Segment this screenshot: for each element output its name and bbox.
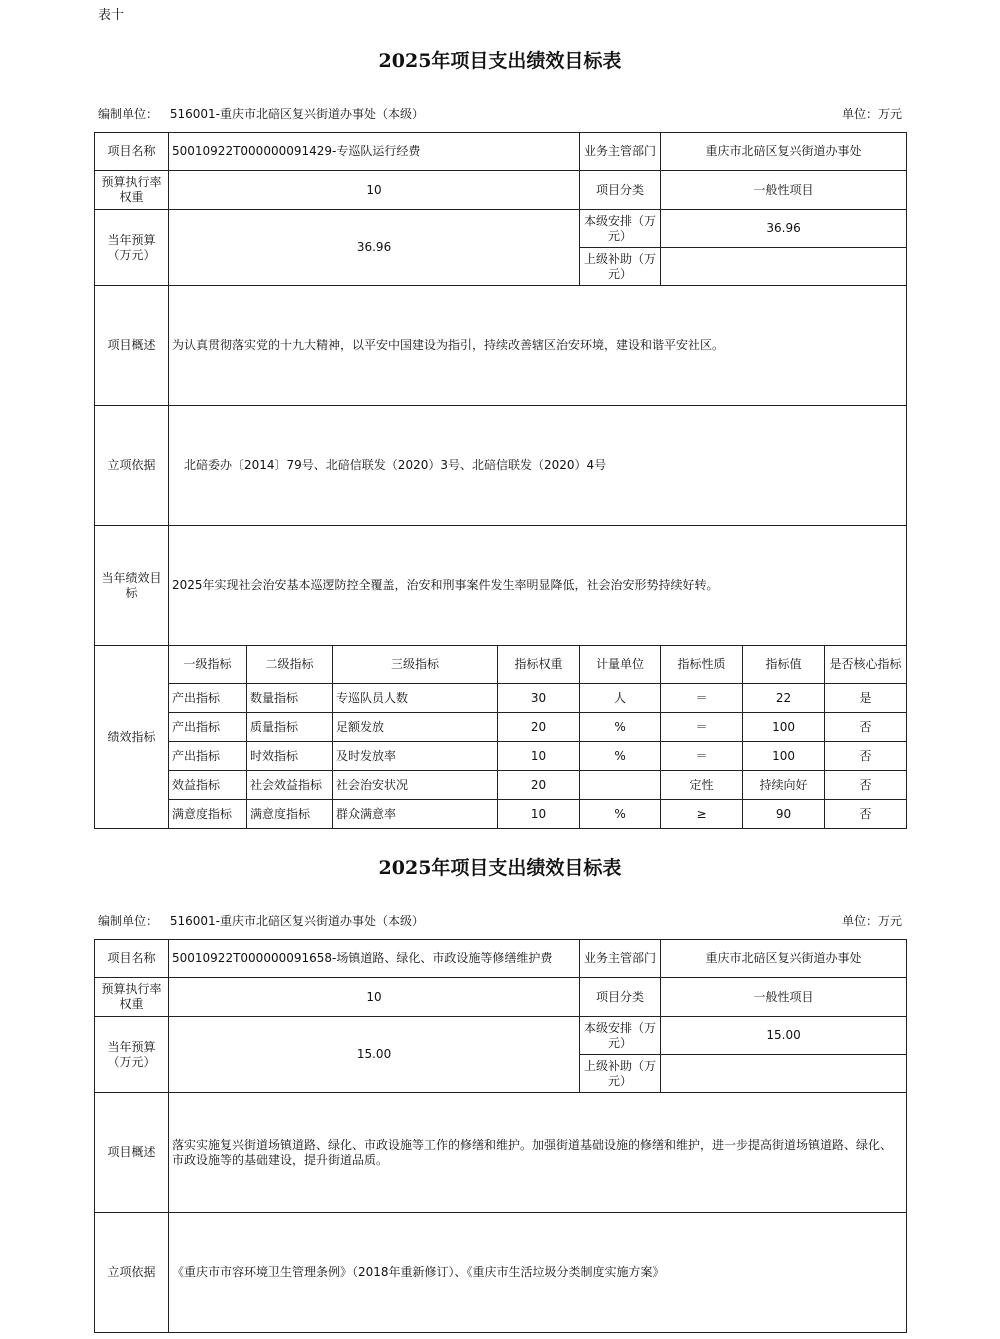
dept-value: 重庆市北碚区复兴街道办事处 — [661, 940, 907, 978]
basis-label: 立项依据 — [95, 406, 169, 526]
table-row — [95, 713, 907, 742]
upper-label: 上级补助（万元） — [580, 1055, 661, 1093]
category-value: 一般性项目 — [661, 978, 907, 1017]
indicator-cell: 产出指标 — [169, 684, 247, 713]
category-label: 项目分类 — [580, 171, 661, 210]
performance-form-1 — [94, 132, 907, 829]
indicator-header: 是否核心指标 — [825, 646, 907, 684]
category-value: 一般性项目 — [661, 171, 907, 210]
exec-weight-value: 10 — [169, 978, 580, 1017]
indicator-cell: 90 — [743, 800, 825, 829]
indicator-header: 指标权重 — [498, 646, 580, 684]
indicator-cell: 时效指标 — [247, 742, 333, 771]
indicator-label: 绩效指标 — [95, 646, 169, 829]
indicator-cell: 社会效益指标 — [247, 771, 333, 800]
indicator-cell: % — [580, 713, 661, 742]
goal-value: 2025年实现社会治安基本巡逻防控全覆盖，治安和刑事案件发生率明显降低，社会治安形势持续好转。 — [169, 526, 907, 646]
indicator-cell: 定性 — [661, 771, 743, 800]
upper-value — [661, 248, 907, 286]
indicator-header: 指标值 — [743, 646, 825, 684]
indicator-cell: 满意度指标 — [247, 800, 333, 829]
dept-label: 业务主管部门 — [580, 133, 661, 171]
indicator-header: 三级指标 — [333, 646, 498, 684]
indicator-header: 二级指标 — [247, 646, 333, 684]
indicator-cell: 社会治安状况 — [333, 771, 498, 800]
exec-weight-value: 10 — [169, 171, 580, 210]
form-title: 2025年项目支出绩效目标表 — [378, 857, 622, 879]
unit-label-text: 编制单位： — [98, 107, 159, 121]
indicator-header: 指标性质 — [661, 646, 743, 684]
indicator-cell: ＝ — [661, 684, 743, 713]
indicator-cell: 20 — [498, 771, 580, 800]
overview-value: 落实实施复兴街道场镇道路、绿化、市政设施等工作的修缮和维护。加强街道基础设施的修缮和维护，进一步提高街道场镇道路、绿化、市政设施等的基础建设，提升街道品质。 — [169, 1093, 907, 1213]
indicator-cell: 否 — [825, 713, 907, 742]
budget-value: 36.96 — [169, 210, 580, 286]
goal-label: 当年绩效目标 — [95, 526, 169, 646]
indicator-cell: 及时发放率 — [333, 742, 498, 771]
basis-value: 北碚委办〔2014〕79号、北碚信联发（2020）3号、北碚信联发（2020）4号 — [169, 406, 907, 526]
project-name-value: 50010922T000000091658-场镇道路、绿化、市政设施等修缮维护费 — [169, 940, 580, 978]
table-row — [95, 742, 907, 771]
indicator-cell: 人 — [580, 684, 661, 713]
unit-label-text: 编制单位： — [98, 914, 159, 928]
upper-value — [661, 1055, 907, 1093]
indicator-cell: 数量指标 — [247, 684, 333, 713]
exec-weight-label: 预算执行率权重 — [95, 171, 169, 210]
budget-label: 当年预算（万元） — [95, 1017, 169, 1093]
overview-label: 项目概述 — [95, 286, 169, 406]
local-label: 本级安排（万元） — [580, 210, 661, 248]
overview-value: 为认真贯彻落实党的十九大精神，以平安中国建设为指引，持续改善辖区治安环境，建设和谐平安社区。 — [169, 286, 907, 406]
local-value: 15.00 — [661, 1017, 907, 1055]
local-label: 本级安排（万元） — [580, 1017, 661, 1055]
basis-value: 《重庆市市容环境卫生管理条例》（2018年重新修订）、《重庆市生活垃圾分类制度实施方案》 — [169, 1213, 907, 1333]
indicator-header: 一级指标 — [169, 646, 247, 684]
indicator-cell: 群众满意率 — [333, 800, 498, 829]
performance-form-2 — [94, 939, 907, 1333]
basis-label: 立项依据 — [95, 1213, 169, 1333]
local-value: 36.96 — [661, 210, 907, 248]
indicator-cell: ＝ — [661, 713, 743, 742]
budget-value: 15.00 — [169, 1017, 580, 1093]
indicator-cell: ＝ — [661, 742, 743, 771]
table-label: 表十 — [98, 8, 125, 23]
project-name-label: 项目名称 — [95, 133, 169, 171]
dept-value: 重庆市北碚区复兴街道办事处 — [661, 133, 907, 171]
unit-value: 516001-重庆市北碚区复兴街道办事处（本级） — [169, 107, 424, 121]
indicator-cell: 否 — [825, 800, 907, 829]
indicator-cell — [580, 771, 661, 800]
indicator-cell: ≥ — [661, 800, 743, 829]
indicator-cell: 否 — [825, 742, 907, 771]
table-row — [95, 800, 907, 829]
upper-label: 上级补助（万元） — [580, 248, 661, 286]
indicator-cell: 质量指标 — [247, 713, 333, 742]
indicator-cell: 是 — [825, 684, 907, 713]
unit-label — [98, 912, 424, 929]
overview-label: 项目概述 — [95, 1093, 169, 1213]
indicator-cell: 100 — [743, 742, 825, 771]
exec-weight-label: 预算执行率权重 — [95, 978, 169, 1017]
indicator-cell: 持续向好 — [743, 771, 825, 800]
indicator-cell: 10 — [498, 800, 580, 829]
indicator-cell: 专巡队员人数 — [333, 684, 498, 713]
category-label: 项目分类 — [580, 978, 661, 1017]
indicator-cell: 产出指标 — [169, 713, 247, 742]
indicator-cell: % — [580, 800, 661, 829]
currency-label: 单位：万元 — [841, 914, 902, 928]
project-name-value: 50010922T000000091429-专巡队运行经费 — [169, 133, 580, 171]
table-row — [95, 771, 907, 800]
unit-label — [98, 105, 424, 122]
indicator-cell: 22 — [743, 684, 825, 713]
indicator-cell: 否 — [825, 771, 907, 800]
indicator-cell: 30 — [498, 684, 580, 713]
indicator-cell: 100 — [743, 713, 825, 742]
form-title: 2025年项目支出绩效目标表 — [378, 50, 622, 72]
indicator-cell: 产出指标 — [169, 742, 247, 771]
indicator-cell: 效益指标 — [169, 771, 247, 800]
dept-label: 业务主管部门 — [580, 940, 661, 978]
indicator-cell: 满意度指标 — [169, 800, 247, 829]
project-name-label: 项目名称 — [95, 940, 169, 978]
budget-label: 当年预算（万元） — [95, 210, 169, 286]
indicator-cell: 足额发放 — [333, 713, 498, 742]
indicator-cell: 10 — [498, 742, 580, 771]
currency-label: 单位：万元 — [841, 107, 902, 121]
table-row — [95, 684, 907, 713]
indicator-header: 计量单位 — [580, 646, 661, 684]
unit-value: 516001-重庆市北碚区复兴街道办事处（本级） — [169, 914, 424, 928]
indicator-cell: 20 — [498, 713, 580, 742]
indicator-cell: % — [580, 742, 661, 771]
